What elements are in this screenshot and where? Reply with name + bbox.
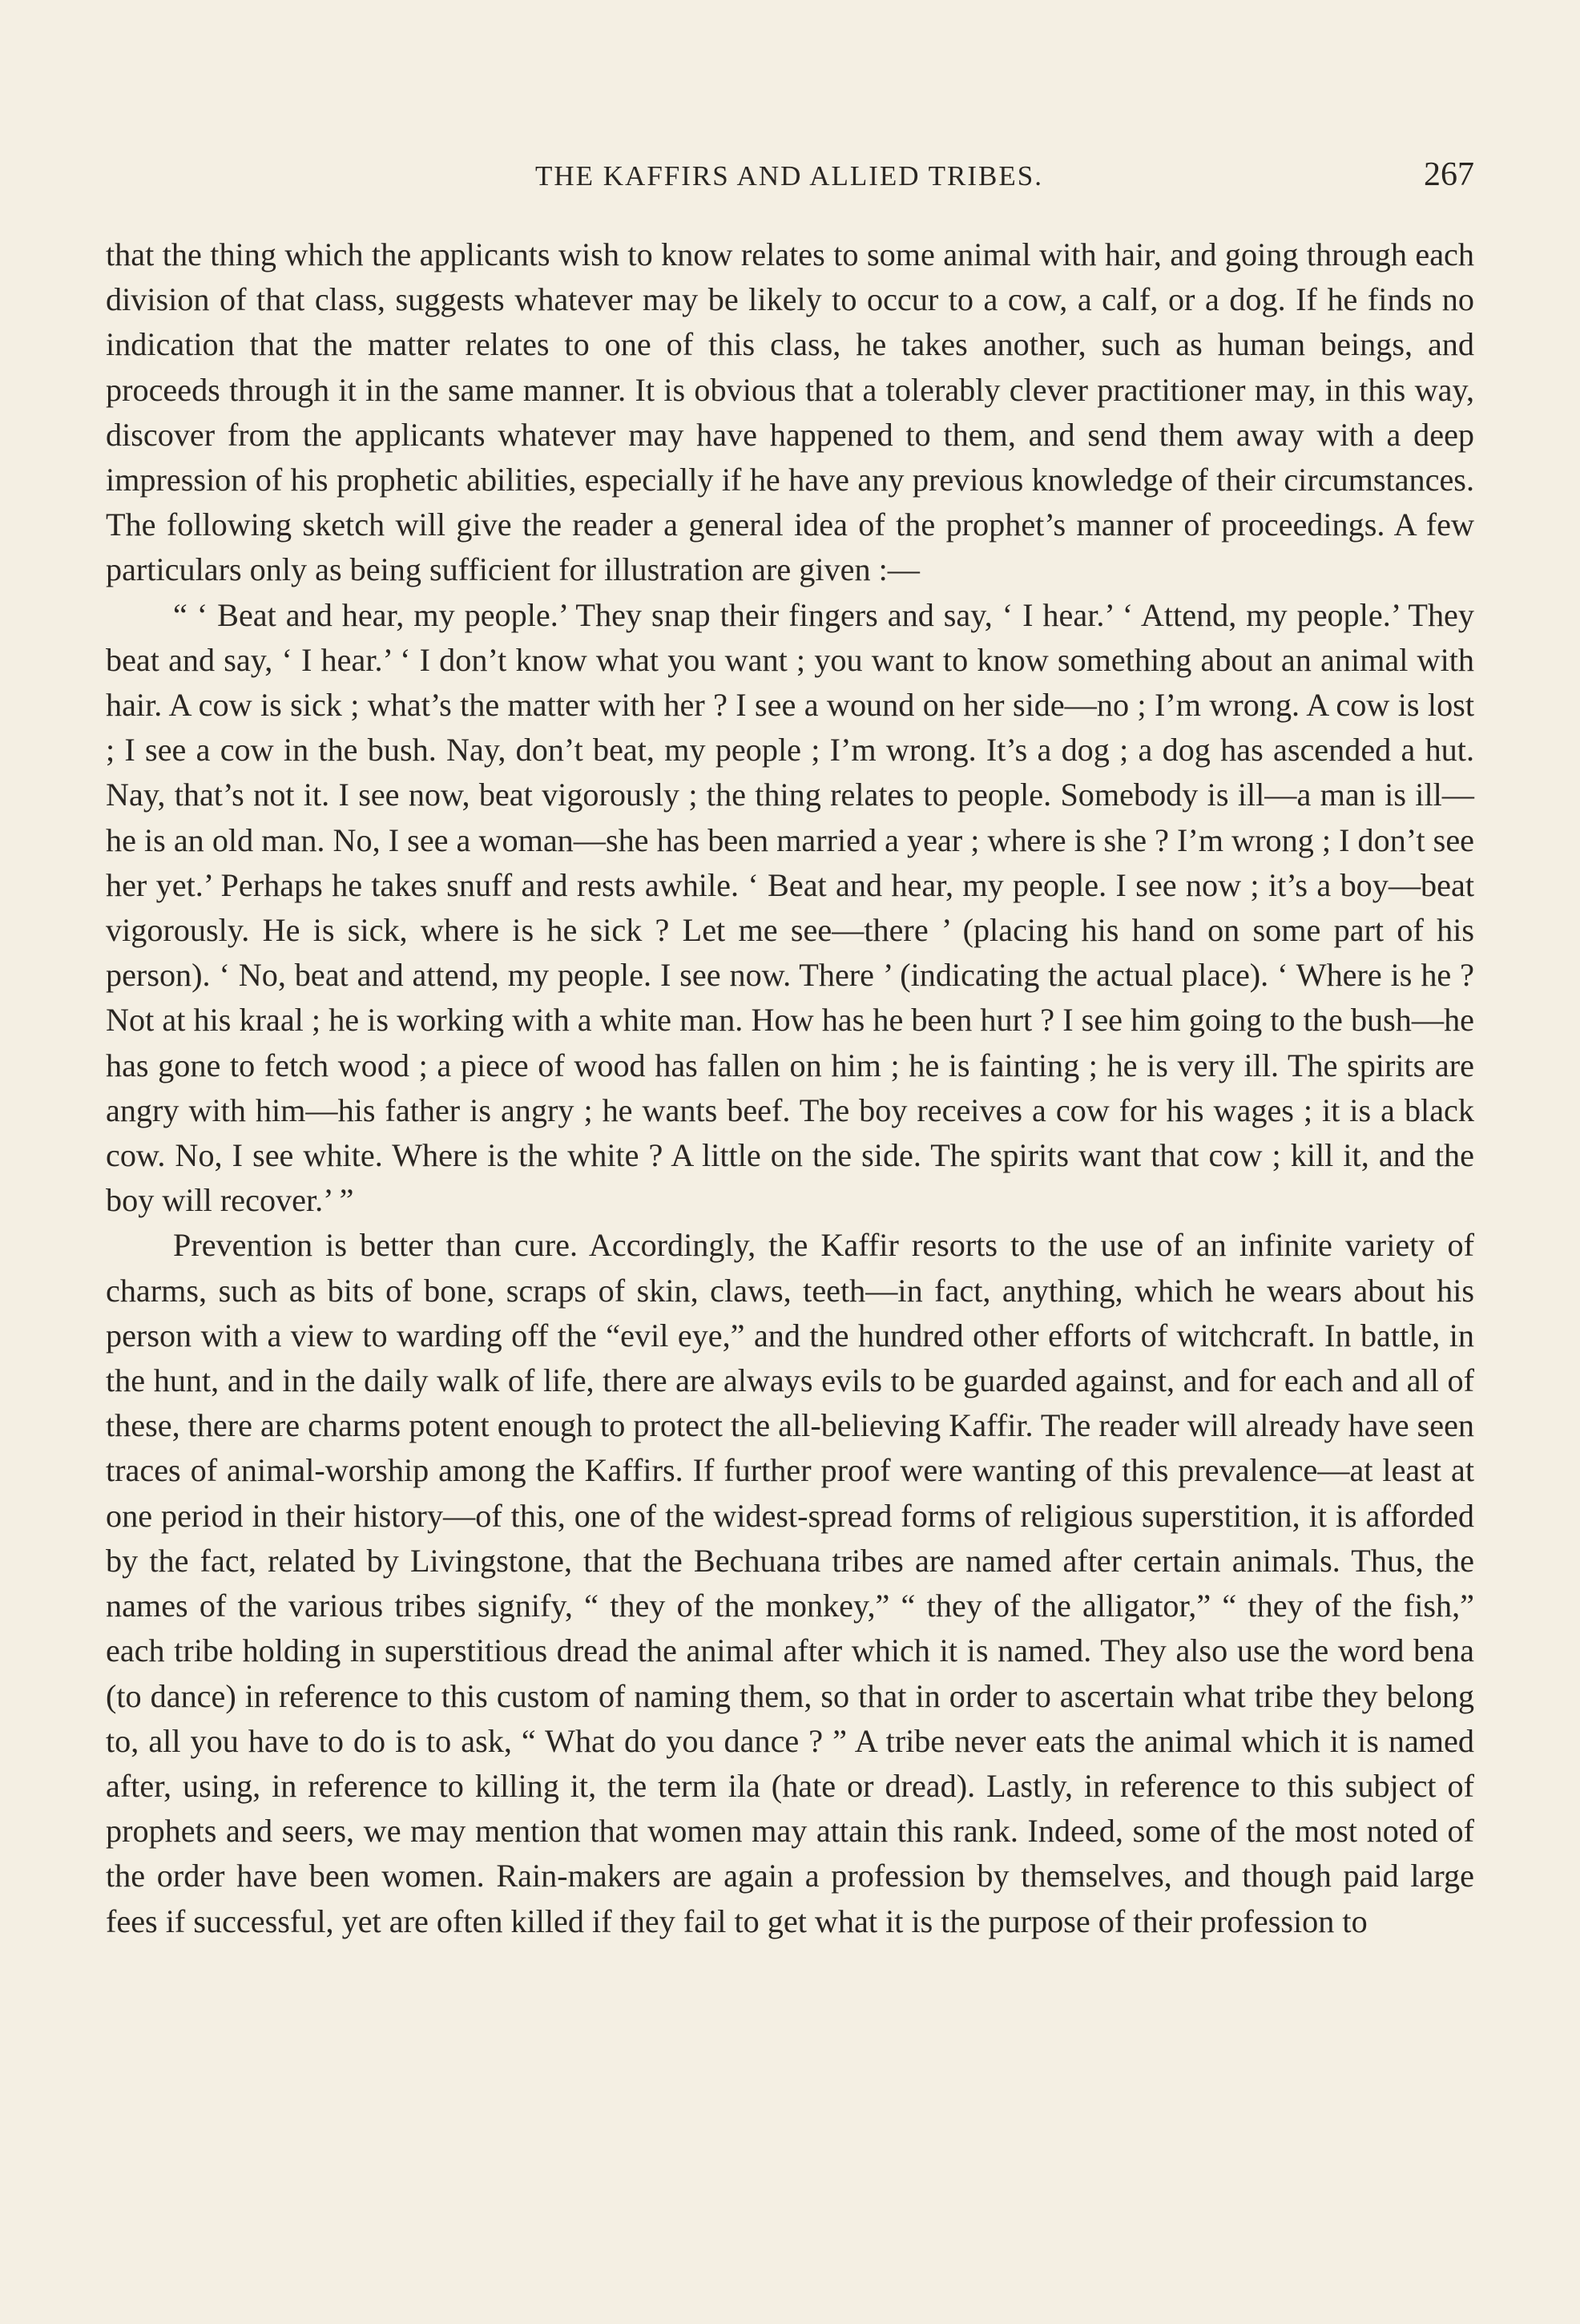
body-text: [106, 232, 1474, 1944]
running-head: [104, 156, 1474, 208]
running-title: THE KAFFIRS AND ALLIED TRIBES.: [535, 160, 1043, 192]
page-number: 267: [1424, 156, 1474, 193]
paragraph-continuation: that the thing which the applicants wish to know relates to some animal with hair, and going through each division of that class, suggests whatever may be likely to occur to a cow, a calf, or a dog. If he finds no indication that the matter relates to one of this class, he takes another, such as human beings, and proceeds through it in the same manner. It is obvious that a tolerably clever practitioner may, in this way, discover from the applicants whatever may have happened to them, and send them away with a deep impression of his prophetic abilities, especially if he have any previous knowledge of their circumstances. The following sketch will give the reader a general idea of the prophet’s manner of proceedings. A few particulars only as being sufficient for illustration are given :—: [106, 236, 1474, 588]
paragraph-quoted-dialogue: “ ‘ Beat and hear, my people.’ They snap their fingers and say, ‘ I hear.’ ‘ Attend, my people.’ They beat and say, ‘ I hear.’ ‘ I don’t know what you want ; you want to know something about an animal with hair. A cow is sick ; what’s the matter with her ? I see a wound on her side—no ; I’m wrong. A cow is lost ; I see a cow in the bush. Nay, don’t beat, my people ; I’m wrong. It’s a dog ; a dog has ascended a hut. Nay, that’s not it. I see now, beat vigorously ; the thing relates to people. Somebody is ill—a man is ill—he is an old man. No, I see a woman—she has been married a year ; where is she ? I’m wrong ; I don’t see her yet.’ Perhaps he takes snuff and rests awhile. ‘ Beat and hear, my people. I see now ; it’s a boy—beat vigorously. He is sick, where is he sick ? Let me see—there ’ (placing his hand on some part of his person). ‘ No, beat and attend, my people. I see now. There ’ (indicating the actual place). ‘ Where is he ? Not at his kraal ; he is working with a white man. How has he been hurt ? I see him going to the bush—he has gone to fetch wood ; a piece of wood has fallen on him ; he is fainting ; he is very ill. The spirits are angry with him—his father is angry ; he wants beef. The boy receives a cow for his wages ; it is a black cow. No, I see white. Where is the white ? A little on the side. The spirits want that cow ; kill it, and the boy will recover.’ ”: [106, 596, 1474, 1219]
paragraph-prevention: Prevention is better than cure. Accordingly, the Kaffir resorts to the use of an infinite variety of charms, such as bits of bone, scraps of skin, claws, teeth—in fact, anything, which he wears about his person with a view to warding off the “evil eye,” and the hundred other efforts of witchcraft. In battle, in the hunt, and in the daily walk of life, there are always evils to be guarded against, and for each and all of these, there are charms potent enough to protect the all-believing Kaffir. The reader will already have seen traces of animal-worship among the Kaffirs. If further proof were wanting of this prevalence—at least at one period in their history—of this, one of the widest-spread forms of religious superstition, it is afforded by the fact, related by Livingstone, that the Bechuana tribes are named after certain animals. Thus, the names of the various tribes signify, “ they of the monkey,” “ they of the alligator,” “ they of the fish,” each tribe holding in superstitious dread the animal after which it is named. They also use the word bena (to dance) in reference to this custom of naming them, so that in order to ascertain what tribe they belong to, all you have to do is to ask, “ What do you dance ? ” A tribe never eats the animal which it is named after, using, in reference to killing it, the term ila (hate or dread). Lastly, in reference to this subject of prophets and seers, we may mention that women may attain this rank. Indeed, some of the most noted of the order have been women. Rain-makers are again a profession by themselves, and though paid large fees if successful, yet are often killed if they fail to get what it is the purpose of their profession to: [106, 1227, 1475, 1939]
